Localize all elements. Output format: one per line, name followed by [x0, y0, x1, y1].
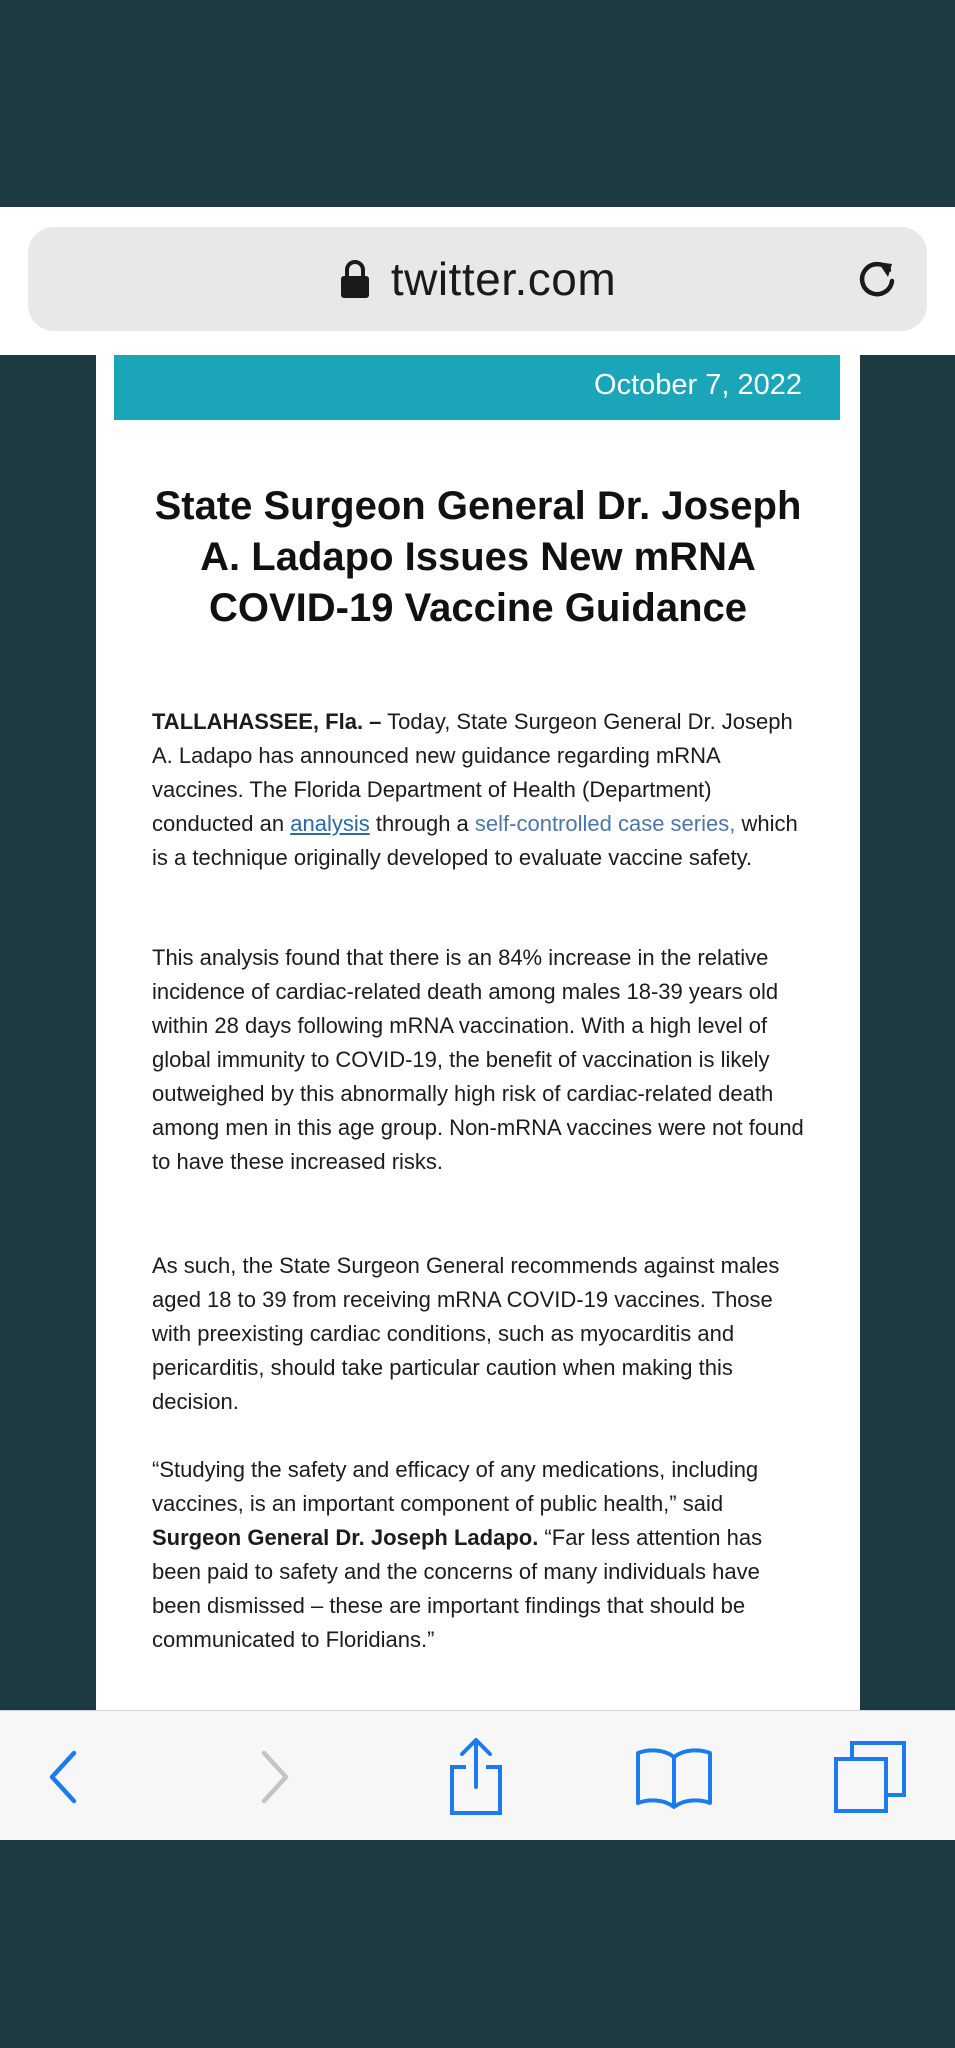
intro-text-c: which is a technique originally developed to evaluate vaccine safety. — [152, 811, 798, 870]
bookmarks-button[interactable] — [634, 1739, 714, 1819]
quote-speaker: Surgeon General Dr. Joseph Ladapo. — [152, 1525, 539, 1550]
browser-toolbar — [0, 1710, 955, 1841]
page-title: State Surgeon General Dr. Joseph A. Ladapo Issues New mRNA COVID-19 Vaccine Guidance — [154, 484, 802, 630]
self-controlled-case-series-link[interactable]: self-controlled case series, — [474, 811, 736, 836]
browser-address-bar — [0, 207, 955, 355]
share-icon — [444, 1737, 508, 1822]
tabs-icon — [832, 1739, 908, 1820]
share-button[interactable] — [436, 1739, 516, 1819]
url-field[interactable] — [28, 227, 927, 331]
tabs-button[interactable] — [830, 1739, 910, 1819]
date-banner — [114, 355, 840, 420]
analysis-link[interactable]: analysis — [290, 811, 370, 836]
web-content — [0, 355, 955, 1710]
release-date: October 7, 2022 — [594, 369, 802, 401]
quote-text-a: “Studying the safety and efficacy of any medications, including vaccines, is an important component of public health,” said — [152, 1457, 759, 1516]
intro-text-b: through a — [369, 811, 475, 836]
top-backdrop — [0, 0, 955, 207]
lock-icon — [339, 259, 371, 299]
intro-text-a: Today, State Surgeon General Dr. Joseph A. Ladapo has announced new guidance regarding mRNA vaccines. The Florida Department of Health (Department) conducted an — [152, 709, 793, 836]
chevron-right-icon — [254, 1747, 294, 1812]
forward-button[interactable] — [234, 1739, 314, 1819]
quote-text-b: “Far less attention has been paid to safety and the concerns of many individuals have been dismissed – these are important findings that should be communicated to Floridians.” — [152, 1525, 763, 1652]
bottom-backdrop — [0, 1840, 955, 2048]
reload-icon[interactable] — [851, 253, 903, 305]
paragraph-recommendation: As such, the State Surgeon General recommends against males aged 18 to 39 from receiving mRNA COVID-19 vaccines. Those with preexisting cardiac conditions, such as myocarditis and pericarditis, should take particular caution when making this decision. — [152, 1253, 780, 1414]
paragraph-intro — [152, 705, 812, 875]
paragraph-quote — [152, 1453, 812, 1657]
book-icon — [634, 1745, 714, 1814]
press-release-page — [96, 355, 860, 1710]
chevron-left-icon — [44, 1747, 84, 1812]
paragraph-findings: This analysis found that there is an 84% increase in the relative incidence of cardiac-related death among males 18-39 years old within 28 days following mRNA vaccination. With a high level of global immunity to COVID-19, the benefit of vaccination is likely outweighed by this abnormally high risk of cardiac-related death among men in this age group. Non-mRNA vaccines were not found to have these increased risks. — [152, 945, 804, 1174]
url-text: twitter.com — [390, 253, 617, 305]
dateline: TALLAHASSEE, Fla. – — [152, 709, 382, 734]
back-button[interactable] — [24, 1739, 104, 1819]
url-display — [28, 227, 927, 331]
